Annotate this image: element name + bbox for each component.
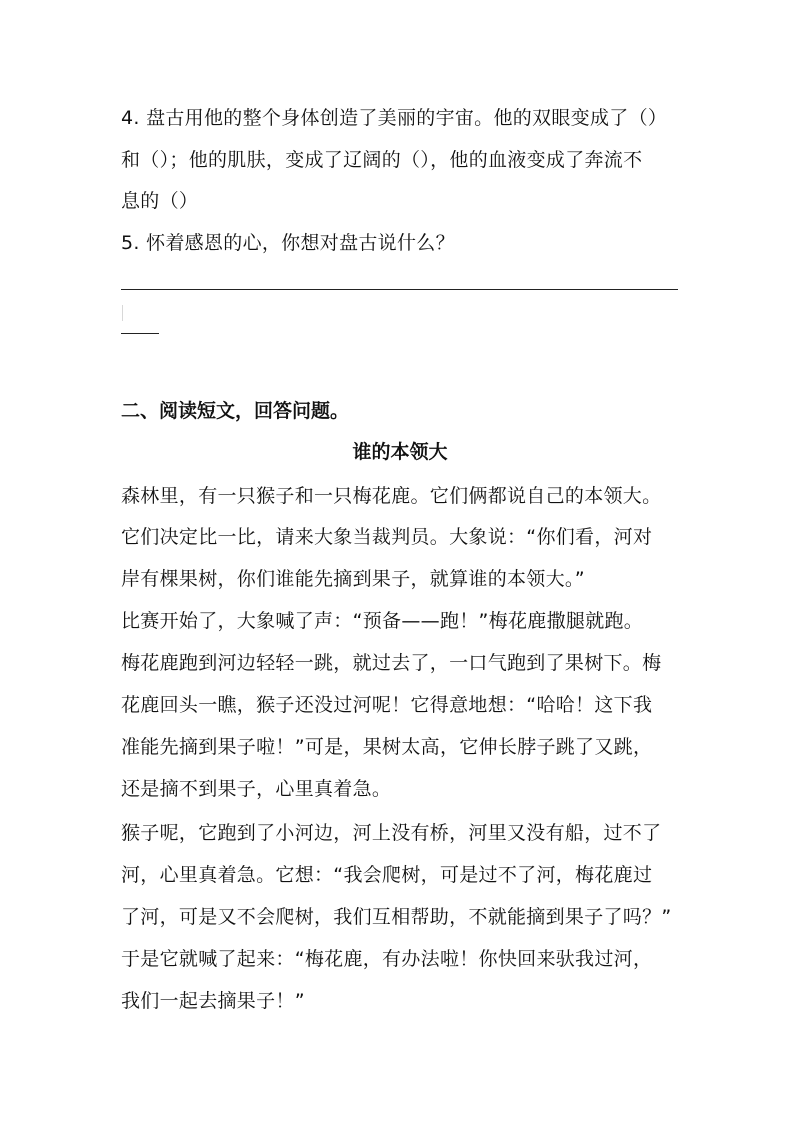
story-line: 岸有棵果树，你们谁能先摘到果子，就算谁的本领大。” [121, 568, 585, 590]
story-line: 于是它就喊了起来：“梅花鹿，有办法啦！你快回来驮我过河， [121, 948, 653, 970]
question-4-line-1: 4. 盘古用他的整个身体创造了美丽的宇宙。他的双眼变成了（） [121, 107, 668, 129]
question-5-prompt: 5. 怀着感恩的心，你想对盘古说什么？ [121, 232, 455, 254]
story-line: 我们一起去摘果子！” [121, 990, 305, 1012]
story-line: 准能先摘到果子啦！”可是，果树太高，它伸长脖子跳了又跳， [121, 736, 653, 758]
story-line: 比赛开始了，大象喊了声：“预备——跑！”梅花鹿撒腿就跑。 [121, 610, 644, 632]
answer-line-short [121, 333, 159, 334]
question-4-line-2: 和（）；他的肌肤，变成了辽阔的（），他的血液变成了奔流不 [121, 149, 643, 171]
story-line: 猴子呢，它跑到了小河边，河上没有桥，河里又没有船，过不了 [121, 822, 662, 844]
story-line: 河，心里真着急。它想：“我会爬树，可是过不了河，梅花鹿过 [121, 864, 653, 886]
story-line: 了河，可是又不会爬树，我们互相帮助，不就能摘到果子了吗？” [121, 906, 672, 928]
answer-line-marker [122, 305, 123, 321]
story-title: 谁的本领大 [352, 441, 448, 463]
story-line: 它们决定比一比，请来大象当裁判员。大象说：“你们看，河对 [121, 526, 653, 548]
story-line: 梅花鹿跑到河边轻轻一跳，就过去了，一口气跑到了果树下。梅 [121, 652, 662, 674]
section-2-heading: 二、阅读短文，回答问题。 [121, 400, 350, 422]
story-line: 森林里，有一只猴子和一只梅花鹿。它们俩都说自己的本领大。 [121, 485, 662, 507]
answer-line-long [121, 289, 678, 290]
question-4-line-3: 息的（） [121, 190, 199, 212]
story-line: 还是摘不到果子，心里真着急。 [121, 778, 392, 800]
story-line: 花鹿回头一瞧，猴子还没过河呢！它得意地想：“哈哈！这下我 [121, 694, 653, 716]
